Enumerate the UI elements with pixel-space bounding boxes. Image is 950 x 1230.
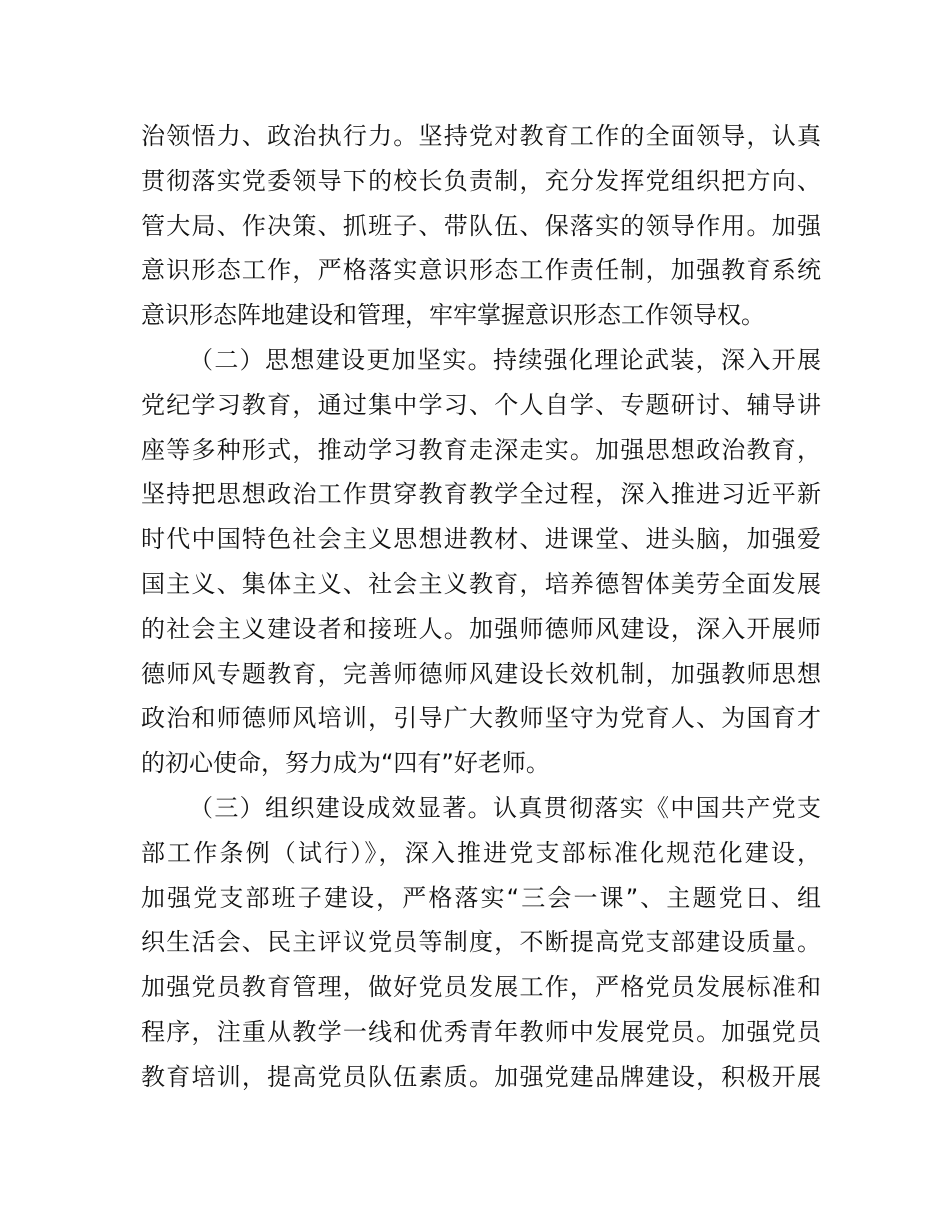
text-line: 加强党员教育管理，做好党员发展工作，严格党员发展标准和 bbox=[141, 973, 821, 1002]
text-line: 党纪学习教育，通过集中学习、个人自学、专题研讨、辅导讲 bbox=[141, 390, 821, 419]
text-line: 德师风专题教育，完善师德师风建设长效机制，加强教师思想 bbox=[141, 659, 821, 688]
text-line: 的社会主义建设者和接班人。加强师德师风建设，深入开展师 bbox=[141, 614, 821, 643]
text-line: 织生活会、民主评议党员等制度，不断提高党支部建设质量。 bbox=[141, 928, 821, 957]
text-line: 加强党支部班子建设，严格落实“三会一课”、主题党日、组 bbox=[141, 883, 821, 912]
text-line: 部工作条例（试行）》，深入推进党支部标准化规范化建设， bbox=[141, 838, 821, 867]
text-line: 政治和师德师风培训，引导广大教师坚守为党育人、为国育才 bbox=[141, 704, 821, 733]
document-body bbox=[141, 114, 821, 1100]
text-line: 意识形态工作，严格落实意识形态工作责任制，加强教育系统 bbox=[141, 256, 821, 285]
text-line: 意识形态阵地建设和管理，牢牢掌握意识形态工作领导权。 bbox=[141, 301, 765, 330]
text-line: （三）组织建设成效显著。认真贯彻落实《中国共产党支 bbox=[189, 793, 821, 822]
text-line: 治领悟力、政治执行力。坚持党对教育工作的全面领导，认真 bbox=[141, 122, 821, 150]
text-line: （二）思想建设更加坚实。持续强化理论武装，深入开展 bbox=[189, 345, 821, 374]
text-line: 国主义、集体主义、社会主义教育，培养德智体美劳全面发展 bbox=[141, 569, 821, 598]
text-line: 程序，注重从教学一线和优秀青年教师中发展党员。加强党员 bbox=[141, 1017, 821, 1046]
text-line: 教育培训，提高党员队伍素质。加强党建品牌建设，积极开展 bbox=[141, 1062, 821, 1091]
text-line: 坚持把思想政治工作贯穿教育教学全过程，深入推进习近平新 bbox=[141, 480, 821, 509]
text-line: 贯彻落实党委领导下的校长负责制，充分发挥党组织把方向、 bbox=[141, 166, 821, 195]
text-line: 座等多种形式，推动学习教育走深走实。加强思想政治教育， bbox=[141, 435, 821, 464]
text-line: 时代中国特色社会主义思想进教材、进课堂、进头脑，加强爱 bbox=[141, 525, 821, 554]
text-line: 管大局、作决策、抓班子、带队伍、保落实的领导作用。加强 bbox=[141, 211, 821, 240]
text-line: 的初心使命，努力成为“四有”好老师。 bbox=[141, 749, 550, 778]
